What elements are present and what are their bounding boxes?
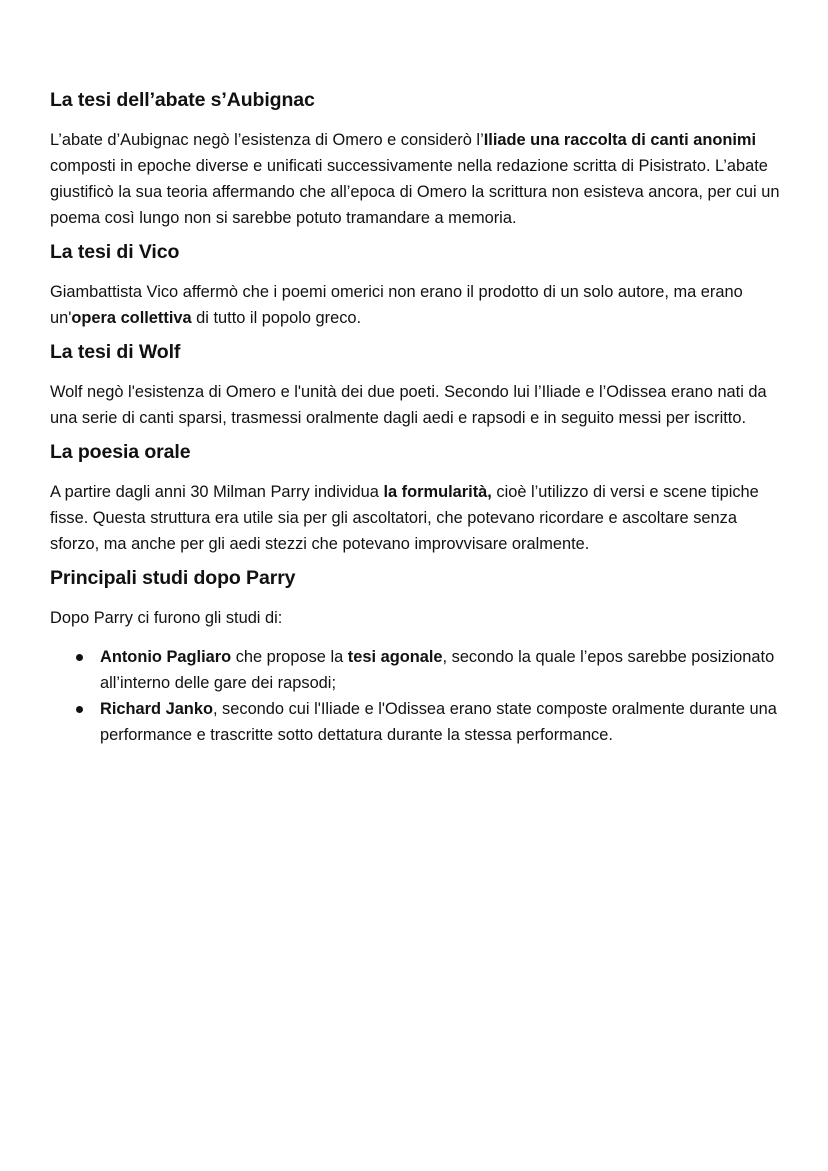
section-aubignac [50,88,784,231]
list-item-bold-text: tesi agonale [347,648,443,666]
section-heading: La tesi di Vico [50,241,180,263]
paragraph-bold-text: opera collettiva [71,309,192,327]
list-item-text: , secondo la quale l’epos sarebbe posizionato all’interno delle gare dei rapsodi; [100,648,775,692]
section-poesia-orale [50,440,784,557]
list-item [50,696,784,748]
list-item-bold-text: Antonio Pagliaro [100,648,232,666]
bullet-icon [76,654,83,661]
section-heading: Principali studi dopo Parry [50,567,296,589]
section-paragraph [50,127,784,231]
section-heading: La tesi di Wolf [50,341,181,363]
section-paragraph [50,479,784,557]
list-item-text: , secondo cui l'Iliade e l'Odissea erano state composte oralmente durante una performance e trascritte sotto dettatura durante la stessa performance. [100,700,777,744]
list-item-text: che propose la [231,648,348,666]
section-heading: La tesi dell’abate s’Aubignac [50,89,315,111]
section-heading: La poesia orale [50,441,191,463]
paragraph-text: Wolf negò l'esistenza di Omero e l'unità dei due poeti. Secondo lui l’Iliade e l’Odissea erano nati da una serie di canti sparsi, trasmessi oralmente dagli aedi e rapsodi e in seguito messi per iscritto. [50,383,767,427]
paragraph-text: di tutto il popolo greco. [191,309,362,327]
paragraph-bold-text: Iliade una raccolta di canti anonimi [483,131,757,149]
section-paragraph [50,379,784,431]
studies-list [50,644,784,748]
paragraph-text: A partire dagli anni 30 Milman Parry individua [50,483,384,501]
paragraph-bold-text: la formularità, [383,483,492,501]
section-wolf [50,340,784,431]
list-item [50,644,784,696]
section-paragraph [50,605,784,631]
section-paragraph [50,279,784,331]
paragraph-text: Dopo Parry ci furono gli studi di: [50,609,283,627]
bullet-icon [76,706,83,713]
section-studi-dopo-parry [50,566,784,748]
list-item-bold-text: Richard Janko [100,700,213,718]
paragraph-text: L’abate d’Aubignac negò l’esistenza di Omero e considerò l’ [50,131,484,149]
section-vico [50,240,784,331]
paragraph-text: composti in epoche diverse e unificati successivamente nella redazione scritta di Pisistrato. L’abate giustificò la sua teoria affermando che all’epoca di Omero la scrittura non esisteva ancora, per cui un poema così lungo non si sarebbe potuto tramandare a memoria. [50,157,780,227]
paragraph-text: cioè l’utilizzo di versi e scene tipiche fisse. Questa struttura era utile sia per gli ascoltatori, che potevano ricordare e ascoltare senza sforzo, ma anche per gli aedi stezzi che potevano improvvisare oralmente. [50,483,759,553]
paragraph-text: Giambattista Vico affermò che i poemi omerici non erano il prodotto di un solo autore, ma erano un' [50,283,743,327]
